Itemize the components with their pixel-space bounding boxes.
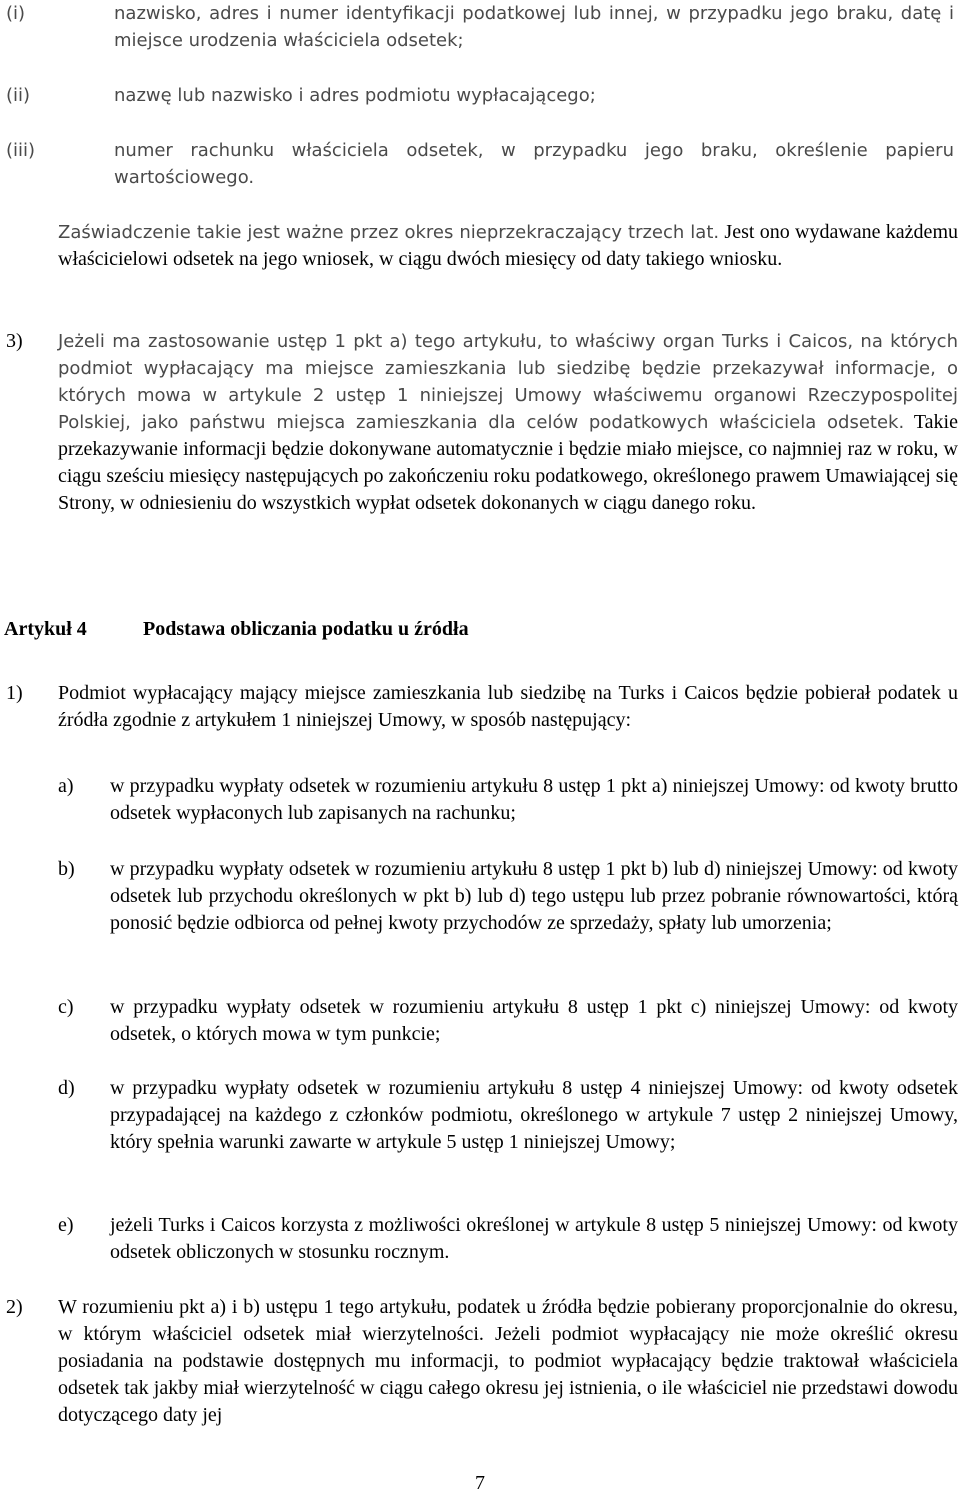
sub-item-label-c: c) [58, 996, 74, 1018]
paragraph-3-label: 3) [6, 330, 23, 352]
sub-item-c: w przypadku wypłaty odsetek w rozumieniu artykułu 8 ustęp 1 pkt c) niniejszej Umowy: od kwoty odsetek, o których mowa w tym punkcie; [110, 996, 958, 1045]
sub-item-d: w przypadku wypłaty odsetek w rozumieniu artykułu 8 ustęp 4 niniejszej Umowy: od kwoty odsetek przypadającej na każdego z członków podmiotu, określonego w artykule 7 ustęp 2 niniejszej Umowy, który spełnia warunki zawarte w artykule 5 ustęp 1 niniejszej Umowy; [110, 1077, 958, 1153]
certificate-paragraph-part2: Jest ono wydawane każdemu właścicielowi odsetek na jego wniosek, w ciągu dwóch miesięcy od daty takiego wniosku. [58, 221, 958, 270]
list-label-ii: (ii) [6, 85, 31, 106]
list-item-i: nazwisko, adres i numer identyfikacji podatkowej lub innej, w przypadku jego braku, datę i miejsce urodzenia właściciela odsetek; [114, 3, 954, 51]
article-title: Podstawa obliczania podatku u źródła [143, 618, 469, 640]
list-label-i: (i) [6, 3, 26, 24]
page-number: 7 [475, 1472, 485, 1494]
article-number: Artykuł 4 [4, 618, 87, 640]
certificate-paragraph-part1: Zaświadczenie takie jest ważne przez okres nieprzekraczający trzech lat. [58, 222, 720, 243]
sub-item-b: w przypadku wypłaty odsetek w rozumieniu artykułu 8 ustęp 1 pkt b) lub d) niniejszej Umowy: od kwoty odsetek lub przychodu określonych w pkt b) lub d) tego ustępu lub przez pobranie równowartości, którą ponosić będzie odbiorca od pełnej kwoty przychodów ze sprzedaży, spłaty lub umorzenia; [110, 858, 958, 934]
list-item-iii: numer rachunku właściciela odsetek, w przypadku jego braku, określenie papieru wartościowego. [114, 140, 954, 188]
paragraph-3 [58, 328, 958, 517]
sub-item-e: jeżeli Turks i Caicos korzysta z możliwości określonej w artykule 8 ustęp 5 niniejszej Umowy: od kwoty odsetek obliczonych w stosunku rocznym. [110, 1214, 958, 1263]
list-label-iii: (iii) [6, 140, 36, 161]
sub-item-label-e: e) [58, 1214, 74, 1236]
list-item-ii: nazwę lub nazwisko i adres podmiotu wypłacającego; [114, 85, 596, 106]
paragraph-2-part1: W rozumieniu pkt a) i b) ustępu 1 tego artykułu, podatek u źródła będzie pobierany proporcjonalnie do okresu, w którym właściciel odsetek miał wierzytelności. [58, 1296, 958, 1345]
paragraph-2 [58, 1294, 958, 1429]
sub-item-label-b: b) [58, 858, 75, 880]
sub-item-a: w przypadku wypłaty odsetek w rozumieniu artykułu 8 ustęp 1 pkt a) niniejszej Umowy: od kwoty brutto odsetek wypłaconych lub zapisanych na rachunku; [110, 775, 958, 824]
paragraph-1: Podmiot wypłacający mający miejsce zamieszkania lub siedzibę na Turks i Caicos będzie pobierał podatek u źródła zgodnie z artykułem 1 niniejszej Umowy, w sposób następujący: [58, 682, 958, 731]
sub-item-label-a: a) [58, 775, 74, 797]
paragraph-2-label: 2) [6, 1296, 23, 1318]
certificate-paragraph [58, 219, 958, 273]
paragraph-3-part2: Takie przekazywanie informacji będzie dokonywane automatycznie i będzie miało miejsce, co najmniej raz w roku, w ciągu sześciu miesięcy następujących po zakończeniu roku podatkowego, określonego prawem Umawiającej się Strony, w odniesieniu do wszystkich wypłat odsetek dokonanych w ciągu danego roku. [58, 411, 958, 514]
paragraph-2-part2: Jeżeli podmiot wypłacający nie może określić okresu posiadania na podstawie dostępnych mu informacji, to podmiot wypłacający będzie traktował właściciela odsetek tak jakby miał wierzytelność w ciągu całego okresu jej istnienia, o ile właściciel nie przedstawi dowodu dotyczącego daty jej [58, 1323, 958, 1426]
paragraph-1-label: 1) [6, 682, 23, 704]
paragraph-3-part1: Jeżeli ma zastosowanie ustęp 1 pkt a) tego artykułu, to właściwy organ Turks i Caicos, na których podmiot wypłacający ma miejsce zamieszkania lub siedzibę będzie przekazywał informacje, o których mowa w artykule 2 ustęp 1 niniejszej Umowy właściwemu organowi Rzeczypospolitej Polskiej, jako państwu miejsca zamieszkania dla celów podatkowych właściciela odsetek. [58, 331, 958, 433]
sub-item-label-d: d) [58, 1077, 75, 1099]
